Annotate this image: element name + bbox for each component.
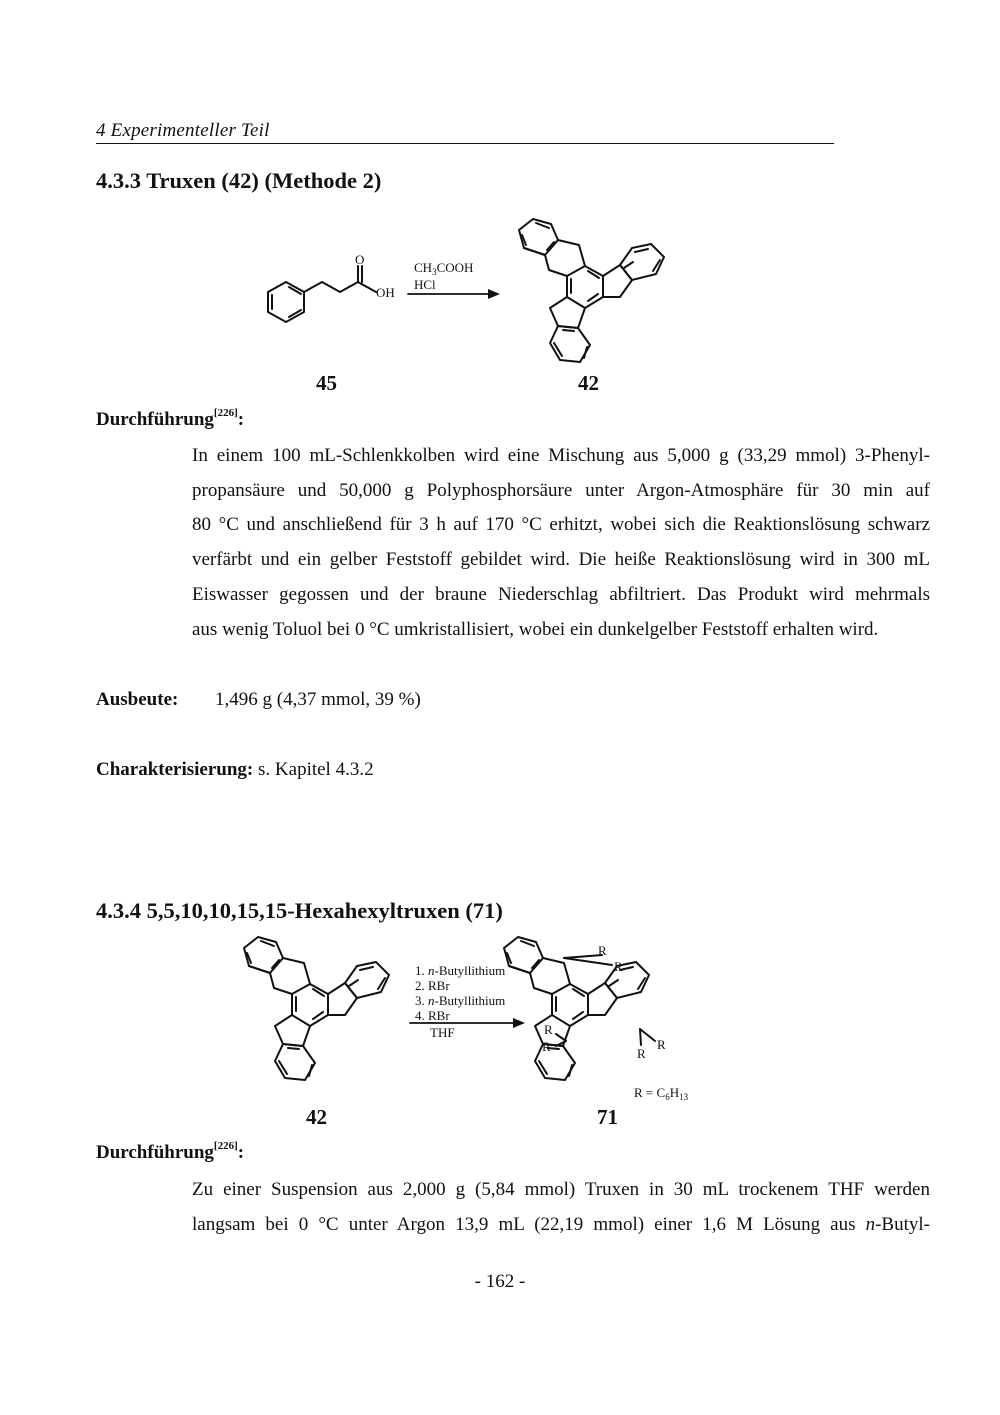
section-title-hexahexyltruxen: 4.3.4 5,5,10,10,15,15-Hexahexyltruxen (71) [96,898,503,923]
reagent-step1: 1. n-Butyllithium [415,963,506,978]
label-O: O [355,252,365,267]
procedure-line: 80 °C und anschließend für 3 h auf 170 °C erhitzt, wobei sich die Reaktionslösung schwarz [192,514,930,536]
substituent-r: R [637,1046,646,1061]
reagent-step2: 2. RBr [415,978,450,993]
reactant-45-structure [268,266,376,322]
substituent-r: R [544,1022,553,1037]
running-head: 4 Experimenteller Teil [96,120,834,144]
procedure-text-2 [96,1173,930,1242]
compound-number-71: 71 [597,1105,618,1129]
product-42-structure [519,219,664,362]
compound-number-42b: 42 [306,1105,327,1129]
yield-label: Ausbeute: [96,689,179,710]
reagent-acetic-acid: $CH_3COOH$ [414,260,474,277]
solvent-thf: THF [430,1025,455,1040]
substituent-r: R [598,943,607,958]
procedure-heading-2: Durchführung[226]: [96,1140,245,1163]
procedure-line: Zu einer Suspension aus 2,000 g (5,84 mmol) Truxen in 30 mL trockenem THF werden [192,1179,930,1200]
compound-number-45: 45 [316,371,337,395]
procedure-line: langsam bei 0 °C unter Argon 13,9 mL (22,19 mmol) einer 1,6 M Lösung aus n-Butyl- [192,1213,930,1235]
procedure-line: Eiswasser gegossen und der braune Niederschlag abfiltriert. Das Produkt wird mehrmals [192,583,930,605]
substituent-r: R [542,1039,551,1054]
procedure-line: verfärbt und ein gelber Feststoff gebildet wird. Die heiße Reaktionslösung wird in 300 mL [192,549,930,571]
reagent-step4: 4. RBr [415,1008,450,1023]
reactant-42-structure [244,937,389,1080]
page-number: - 162 - [474,1271,526,1292]
scheme-truxen-synthesis [0,200,1000,400]
yield-value: 1,496 g (4,37 mmol, 39 %) [215,689,421,710]
substituent-r: R [657,1037,666,1052]
scheme-hexahexyltruxen-synthesis [0,930,1000,1135]
procedure-line: aus wenig Toluol bei 0 °C umkristallisiert, wobei ein dunkelgelber Feststoff erhalten wird. [192,618,879,640]
procedure-line: propansäure und 50,000 g Polyphosphorsäure unter Argon-Atmosphäre für 30 min auf [192,479,930,501]
section-title-truxen: 4.3.3 Truxen (42) (Methode 2) [96,168,382,193]
product-71-structure [504,937,649,1080]
substituent-r: R [614,959,623,974]
r-definition: $R = C_6H_{13}$ [634,1085,689,1102]
compound-number-42: 42 [578,371,599,395]
procedure-line: In einem 100 mL-Schlenkkolben wird eine Mischung aus 5,000 g (33,29 mmol) 3-Phenyl- [192,445,930,466]
label-OH: OH [376,285,395,300]
reagent-step3: 3. n-Butyllithium [415,993,506,1008]
characterization: Charakterisierung: s. Kapitel 4.3.2 [96,759,374,780]
procedure-text-1 [96,439,930,647]
reagent-hcl: HCl [414,277,436,292]
procedure-heading-1: Durchführung[226]: [96,407,245,430]
